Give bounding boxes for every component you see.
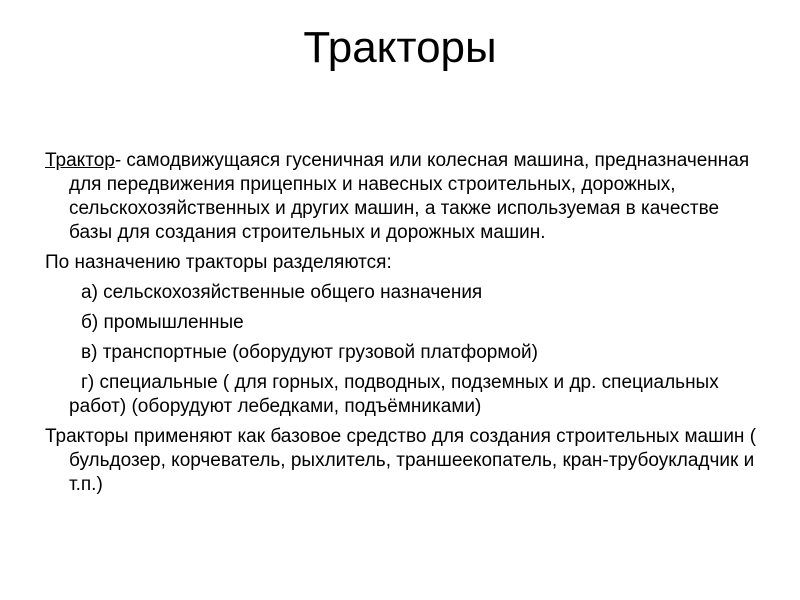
class-item-transport: в) транспортные (оборудуют грузовой платформой) bbox=[81, 342, 538, 363]
class-item-agricultural: а) сельскохозяйственные общего назначения bbox=[81, 282, 483, 303]
class-item-special: г) специальные ( для горных, подводных, подземных и др. специальных работ) (оборудуют лебедками, подъёмниками) bbox=[69, 372, 719, 417]
usage-paragraph: Тракторы применяют как базовое средство для создания строительных машин ( бульдозер, корчеватель, рыхлитель, траншеекопатель, кран-трубоукладчик и т.п.) bbox=[45, 426, 757, 495]
class-item-industrial: б) промышленные bbox=[81, 312, 244, 333]
definition-paragraph bbox=[45, 149, 765, 245]
definition-text: - самодвижущаяся гусеничная или колесная машина, предназначенная для передвижения прицепных и навесных строительных, дорожных, сельскохозяйственных и других машин, а также используемая в качестве базы для создания строительных и дорожных машин. bbox=[69, 150, 750, 243]
slide-title: Тракторы bbox=[303, 23, 497, 72]
classification-intro: По назначению тракторы разделяются: bbox=[45, 252, 392, 273]
definition-term: Трактор bbox=[45, 150, 115, 171]
slide-body bbox=[45, 149, 765, 503]
